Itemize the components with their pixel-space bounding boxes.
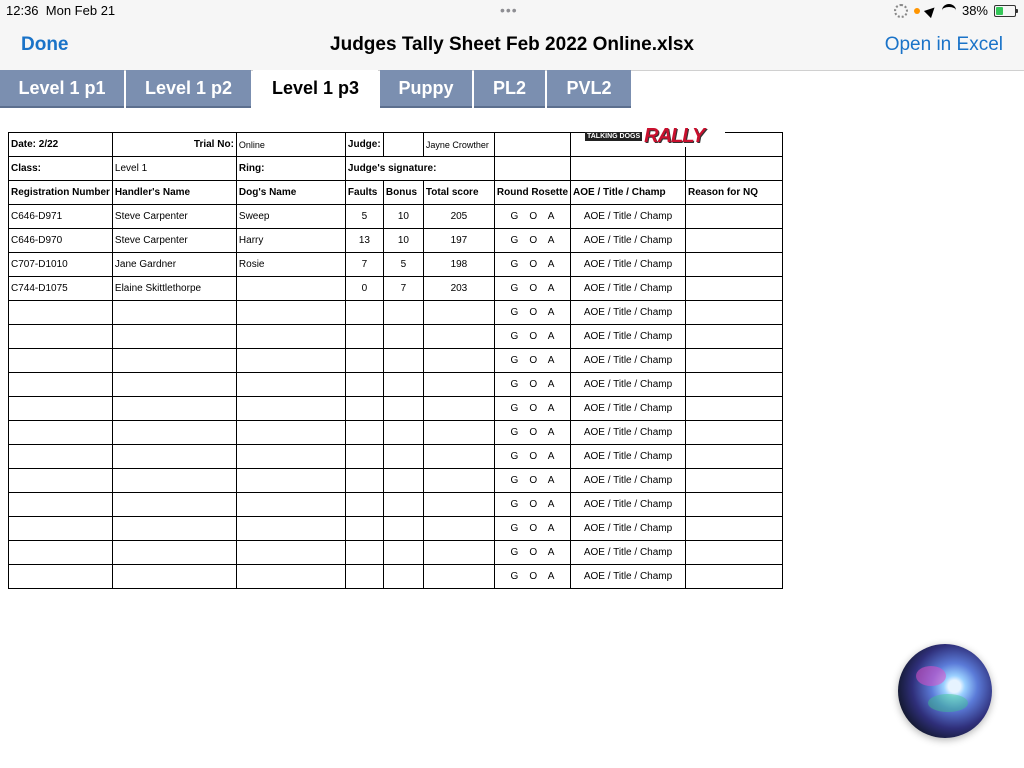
cell-dog[interactable] [236, 421, 345, 445]
date-text: Mon Feb 21 [45, 3, 116, 18]
cell-nq[interactable] [686, 325, 783, 349]
sheet-header-row-2 [9, 157, 783, 181]
col-registration-number[interactable]: Registration Number [9, 181, 113, 205]
cell-aoe[interactable]: AOE / Title / Champ [571, 493, 686, 517]
cell-dog[interactable] [236, 373, 345, 397]
cell-aoe[interactable]: AOE / Title / Champ [571, 325, 686, 349]
cell-reg[interactable] [9, 541, 113, 565]
cell-handler[interactable] [112, 325, 236, 349]
cell-bonus[interactable] [383, 301, 423, 325]
cell-bonus[interactable]: 5 [383, 253, 423, 277]
done-button[interactable]: Done [21, 34, 69, 55]
col-dogs-name[interactable]: Dog's Name [236, 181, 345, 205]
cell-faults[interactable]: 7 [345, 253, 383, 277]
cell-aoe[interactable]: AOE / Title / Champ [571, 541, 686, 565]
cell-handler[interactable] [112, 565, 236, 589]
cell-faults[interactable] [345, 445, 383, 469]
cell-dog[interactable]: Rosie [236, 253, 345, 277]
cell-handler[interactable]: Steve Carpenter [112, 229, 236, 253]
cell-nq[interactable] [686, 349, 783, 373]
cell-dog[interactable] [236, 301, 345, 325]
cell-handler[interactable] [112, 517, 236, 541]
cell-aoe[interactable]: AOE / Title / Champ [571, 301, 686, 325]
table-row [9, 205, 783, 229]
cell-nq[interactable] [686, 229, 783, 253]
cell-dog[interactable] [236, 325, 345, 349]
cell-faults[interactable] [345, 541, 383, 565]
tab-level-1-p1[interactable] [0, 70, 124, 108]
cell-dog[interactable] [236, 445, 345, 469]
cell-nq[interactable] [686, 301, 783, 325]
cell-aoe[interactable]: AOE / Title / Champ [571, 445, 686, 469]
cell-rosette[interactable]: G O A [494, 349, 570, 373]
cell-bonus[interactable] [383, 421, 423, 445]
cell-faults[interactable]: 13 [345, 229, 383, 253]
cell-reg[interactable] [9, 517, 113, 541]
cell-nq[interactable] [686, 469, 783, 493]
cell-reg[interactable] [9, 445, 113, 469]
tab-level-1-p3[interactable] [253, 70, 378, 108]
cell-faults[interactable] [345, 397, 383, 421]
cell-bonus[interactable] [383, 397, 423, 421]
cell-bonus[interactable]: 7 [383, 277, 423, 301]
cell-nq[interactable] [686, 421, 783, 445]
cell-bonus[interactable] [383, 349, 423, 373]
talking-dogs-rally-logo [585, 125, 725, 147]
table-row [9, 277, 783, 301]
cell-total[interactable] [423, 541, 494, 565]
empty-header-cell[interactable] [494, 133, 570, 157]
activity-spinner-icon [894, 4, 908, 18]
sheet-tabs [0, 70, 633, 108]
battery-percent: 38% [961, 3, 988, 18]
col-total-score[interactable]: Total score [423, 181, 494, 205]
col-reason-for-nq[interactable]: Reason for NQ [686, 181, 783, 205]
cell-nq[interactable] [686, 277, 783, 301]
cell-faults[interactable] [345, 565, 383, 589]
cell-rosette[interactable]: G O A [494, 205, 570, 229]
cell-reg[interactable] [9, 421, 113, 445]
cell-handler[interactable]: Steve Carpenter [112, 205, 236, 229]
cell-faults[interactable] [345, 469, 383, 493]
empty-header-cell[interactable] [686, 157, 783, 181]
cell-faults[interactable] [345, 517, 383, 541]
tab-label: PL2 [492, 77, 526, 98]
table-row [9, 445, 783, 469]
wifi-icon [942, 4, 956, 17]
cell-total[interactable] [423, 421, 494, 445]
cell-dog[interactable] [236, 277, 345, 301]
cell-reg[interactable] [9, 301, 113, 325]
table-row [9, 541, 783, 565]
cell-aoe[interactable]: AOE / Title / Champ [571, 469, 686, 493]
tab-level-1-p2[interactable] [126, 70, 251, 108]
cell-nq[interactable] [686, 253, 783, 277]
col-handlers-name[interactable]: Handler's Name [112, 181, 236, 205]
status-time [6, 3, 115, 18]
cell-nq[interactable] [686, 541, 783, 565]
logo-big-text: RALLY [644, 124, 705, 147]
empty-header-cell[interactable] [494, 157, 570, 181]
table-row [9, 325, 783, 349]
cell-dog[interactable] [236, 469, 345, 493]
cell-aoe[interactable]: AOE / Title / Champ [571, 277, 686, 301]
cell-bonus[interactable] [383, 517, 423, 541]
cell-bonus[interactable] [383, 325, 423, 349]
microphone-indicator-icon [914, 8, 920, 14]
cell-handler[interactable] [112, 301, 236, 325]
table-row [9, 493, 783, 517]
cell-total[interactable] [423, 445, 494, 469]
cell-dog[interactable] [236, 517, 345, 541]
cell-faults[interactable] [345, 493, 383, 517]
cell-dog[interactable]: Sweep [236, 205, 345, 229]
cell-faults[interactable] [345, 325, 383, 349]
cell-reg[interactable] [9, 349, 113, 373]
logo-small-text: TALKING DOGS [587, 132, 641, 140]
cell-handler[interactable] [112, 349, 236, 373]
judge-value-cell[interactable]: Jayne Crowther [423, 133, 494, 157]
cell-handler[interactable]: Jane Gardner [112, 253, 236, 277]
cell-handler[interactable] [112, 541, 236, 565]
cell-rosette[interactable]: G O A [494, 445, 570, 469]
cell-aoe[interactable]: AOE / Title / Champ [571, 397, 686, 421]
col-bonus[interactable]: Bonus [383, 181, 423, 205]
battery-icon [994, 5, 1016, 17]
cell-total[interactable] [423, 373, 494, 397]
table-row [9, 253, 783, 277]
cell-total[interactable] [423, 397, 494, 421]
class-label-cell[interactable]: Class: [9, 157, 113, 181]
date-cell[interactable]: Date: 2/22 [9, 133, 113, 157]
table-row [9, 373, 783, 397]
cell-bonus[interactable] [383, 445, 423, 469]
cell-total[interactable]: 203 [423, 277, 494, 301]
cell-faults[interactable] [345, 301, 383, 325]
cell-faults[interactable] [345, 421, 383, 445]
siri-orb-icon[interactable] [898, 644, 992, 738]
tab-pvl2[interactable] [547, 70, 631, 108]
cell-rosette[interactable]: G O A [494, 229, 570, 253]
cell-handler[interactable] [112, 469, 236, 493]
cell-total[interactable] [423, 301, 494, 325]
cell-faults[interactable]: 0 [345, 277, 383, 301]
cell-reg[interactable] [9, 397, 113, 421]
cell-dog[interactable] [236, 541, 345, 565]
cell-rosette[interactable]: G O A [494, 373, 570, 397]
cell-nq[interactable] [686, 373, 783, 397]
cell-rosette[interactable]: G O A [494, 421, 570, 445]
cell-aoe[interactable]: AOE / Title / Champ [571, 229, 686, 253]
cell-reg[interactable] [9, 373, 113, 397]
cell-reg[interactable] [9, 325, 113, 349]
col-aoe-title-champ[interactable]: AOE / Title / Champ [571, 181, 686, 205]
cell-aoe[interactable]: AOE / Title / Champ [571, 373, 686, 397]
open-in-excel-button[interactable]: Open in Excel [884, 34, 1003, 55]
cell-bonus[interactable]: 10 [383, 205, 423, 229]
cell-dog[interactable] [236, 349, 345, 373]
cell-faults[interactable]: 5 [345, 205, 383, 229]
cell-rosette[interactable]: G O A [494, 517, 570, 541]
cell-total[interactable] [423, 493, 494, 517]
tally-sheet-table [8, 132, 783, 589]
cell-dog[interactable]: Harry [236, 229, 345, 253]
cell-nq[interactable] [686, 517, 783, 541]
tab-pl2[interactable] [474, 70, 545, 108]
document-title: Judges Tally Sheet Feb 2022 Online.xlsx [330, 34, 694, 55]
empty-header-cell[interactable] [571, 157, 686, 181]
cell-handler[interactable] [112, 445, 236, 469]
cell-total[interactable]: 205 [423, 205, 494, 229]
tab-label: PVL2 [566, 77, 612, 98]
cell-total[interactable]: 198 [423, 253, 494, 277]
judge-label-spill-cell[interactable] [383, 133, 423, 157]
table-row [9, 397, 783, 421]
cell-bonus[interactable] [383, 541, 423, 565]
judge-label-cell[interactable]: Judge: [345, 133, 383, 157]
cell-faults[interactable] [345, 349, 383, 373]
cell-aoe[interactable]: AOE / Title / Champ [571, 517, 686, 541]
cell-bonus[interactable] [383, 373, 423, 397]
table-row [9, 469, 783, 493]
cell-dog[interactable] [236, 565, 345, 589]
cell-handler[interactable] [112, 493, 236, 517]
cell-reg[interactable]: C646-D971 [9, 205, 113, 229]
cell-aoe[interactable]: AOE / Title / Champ [571, 565, 686, 589]
cell-faults[interactable] [345, 373, 383, 397]
cell-nq[interactable] [686, 565, 783, 589]
cell-rosette[interactable]: G O A [494, 253, 570, 277]
column-header-row [9, 181, 783, 205]
status-bar [0, 0, 1024, 22]
cell-bonus[interactable] [383, 469, 423, 493]
cell-reg[interactable] [9, 469, 113, 493]
cell-reg[interactable] [9, 565, 113, 589]
cell-rosette[interactable]: G O A [494, 469, 570, 493]
cell-total[interactable]: 197 [423, 229, 494, 253]
cell-reg[interactable]: C707-D1010 [9, 253, 113, 277]
cell-nq[interactable] [686, 205, 783, 229]
col-faults[interactable]: Faults [345, 181, 383, 205]
cell-reg[interactable] [9, 493, 113, 517]
cell-bonus[interactable] [383, 565, 423, 589]
cell-total[interactable] [423, 517, 494, 541]
class-value-cell[interactable]: Level 1 [112, 157, 236, 181]
cell-bonus[interactable] [383, 493, 423, 517]
cell-handler[interactable]: Elaine Skittlethorpe [112, 277, 236, 301]
cell-total[interactable] [423, 325, 494, 349]
navigation-bar [0, 22, 1024, 71]
cell-rosette[interactable]: G O A [494, 397, 570, 421]
cell-handler[interactable] [112, 373, 236, 397]
tab-puppy[interactable] [380, 70, 472, 108]
col-round-rosette[interactable]: Round Rosette [494, 181, 570, 205]
cell-dog[interactable] [236, 493, 345, 517]
cell-bonus[interactable]: 10 [383, 229, 423, 253]
cell-dog[interactable] [236, 397, 345, 421]
cell-rosette[interactable]: G O A [494, 325, 570, 349]
table-row [9, 517, 783, 541]
table-row [9, 349, 783, 373]
tab-label: Level 1 p2 [144, 77, 233, 98]
tab-label: Level 1 p1 [18, 77, 106, 98]
cell-total[interactable] [423, 349, 494, 373]
cell-handler[interactable] [112, 421, 236, 445]
cell-rosette[interactable]: G O A [494, 301, 570, 325]
trial-label-cell[interactable]: Trial No: [112, 133, 236, 157]
multitasking-dots-icon[interactable]: ••• [500, 2, 518, 18]
time-text: 12:36 [6, 3, 39, 18]
cell-rosette[interactable]: G O A [494, 277, 570, 301]
cell-nq[interactable] [686, 493, 783, 517]
cell-reg[interactable]: C646-D970 [9, 229, 113, 253]
table-row [9, 229, 783, 253]
signature-label-cell[interactable]: Judge's signature: [345, 157, 494, 181]
cell-aoe[interactable]: AOE / Title / Champ [571, 253, 686, 277]
cell-nq[interactable] [686, 397, 783, 421]
cell-aoe[interactable]: AOE / Title / Champ [571, 205, 686, 229]
location-icon [924, 3, 938, 17]
cell-handler[interactable] [112, 397, 236, 421]
ring-label-cell[interactable]: Ring: [236, 157, 345, 181]
table-row [9, 565, 783, 589]
cell-reg[interactable]: C744-D1075 [9, 277, 113, 301]
status-indicators [894, 3, 1016, 18]
cell-rosette[interactable]: G O A [494, 493, 570, 517]
cell-aoe[interactable]: AOE / Title / Champ [571, 349, 686, 373]
cell-rosette[interactable]: G O A [494, 565, 570, 589]
table-row [9, 421, 783, 445]
cell-rosette[interactable]: G O A [494, 541, 570, 565]
cell-nq[interactable] [686, 445, 783, 469]
cell-aoe[interactable]: AOE / Title / Champ [571, 421, 686, 445]
trial-value-cell[interactable]: Online [236, 133, 345, 157]
cell-total[interactable] [423, 469, 494, 493]
cell-total[interactable] [423, 565, 494, 589]
table-row [9, 301, 783, 325]
tab-label: Puppy [398, 77, 454, 98]
tab-label: Level 1 p3 [271, 77, 360, 98]
